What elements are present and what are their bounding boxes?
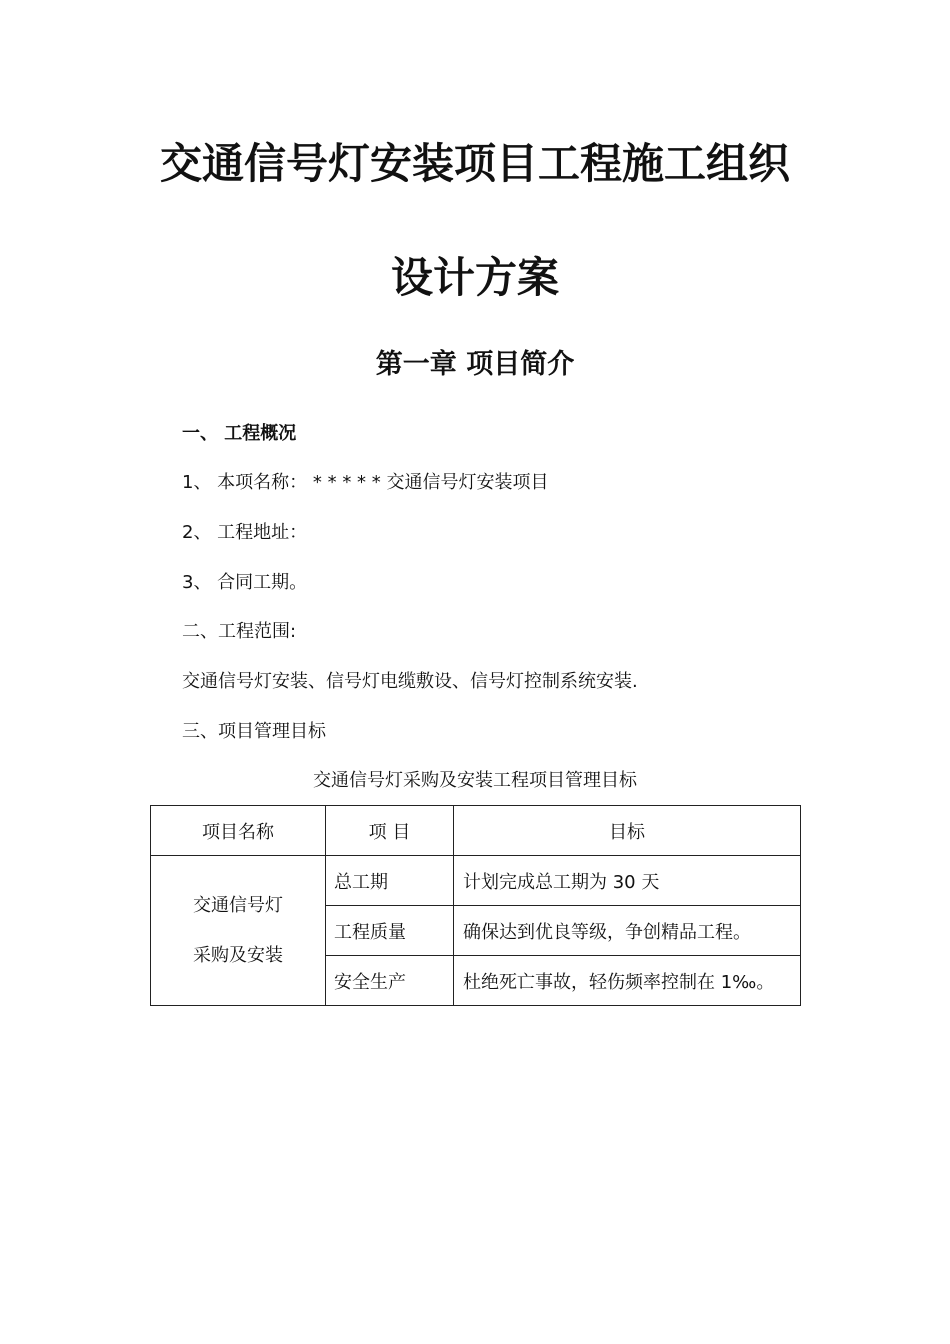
project-name-line-1: 交通信号灯 xyxy=(193,894,283,916)
table-cell-item: 安全生产 xyxy=(326,956,454,1006)
table-cell-item: 总工期 xyxy=(326,856,454,906)
table-cell-target: 杜绝死亡事故，轻伤频率控制在 1‰。 xyxy=(454,956,801,1006)
table-cell-project-name xyxy=(151,856,326,1006)
chapter-heading: 第一章 项目简介 xyxy=(375,349,575,380)
item-project-name: 1、 本项名称： * * * * * 交通信号灯安装项目 xyxy=(182,472,549,493)
project-name-line-2: 采购及安装 xyxy=(193,944,283,966)
table-header-target: 目标 xyxy=(454,806,801,856)
table-cell-target: 计划完成总工期为 30 天 xyxy=(454,856,801,906)
management-targets-table xyxy=(150,805,801,1006)
section-heading-overview: 一、 工程概况 xyxy=(182,423,297,444)
item-project-address: 2、 工程地址： xyxy=(182,522,308,543)
document-title-line-2: 设计方案 xyxy=(390,253,559,302)
table-cell-target: 确保达到优良等级，争创精品工程。 xyxy=(454,906,801,956)
document-title-line-1: 交通信号灯安装项目工程施工组织 xyxy=(159,139,790,188)
section-heading-targets: 三、项目管理目标 xyxy=(182,721,326,742)
table-header-item: 项 目 xyxy=(326,806,454,856)
scope-text: 交通信号灯安装、信号灯电缆敷设、信号灯控制系统安装. xyxy=(182,671,638,692)
table-caption: 交通信号灯采购及安装工程项目管理目标 xyxy=(313,770,637,791)
section-heading-scope: 二、工程范围: xyxy=(182,621,297,642)
table-header-row xyxy=(151,806,801,856)
table-row xyxy=(151,856,801,906)
item-contract-period: 3、 合同工期。 xyxy=(182,572,308,593)
table-cell-item: 工程质量 xyxy=(326,906,454,956)
table-header-project-name: 项目名称 xyxy=(151,806,326,856)
